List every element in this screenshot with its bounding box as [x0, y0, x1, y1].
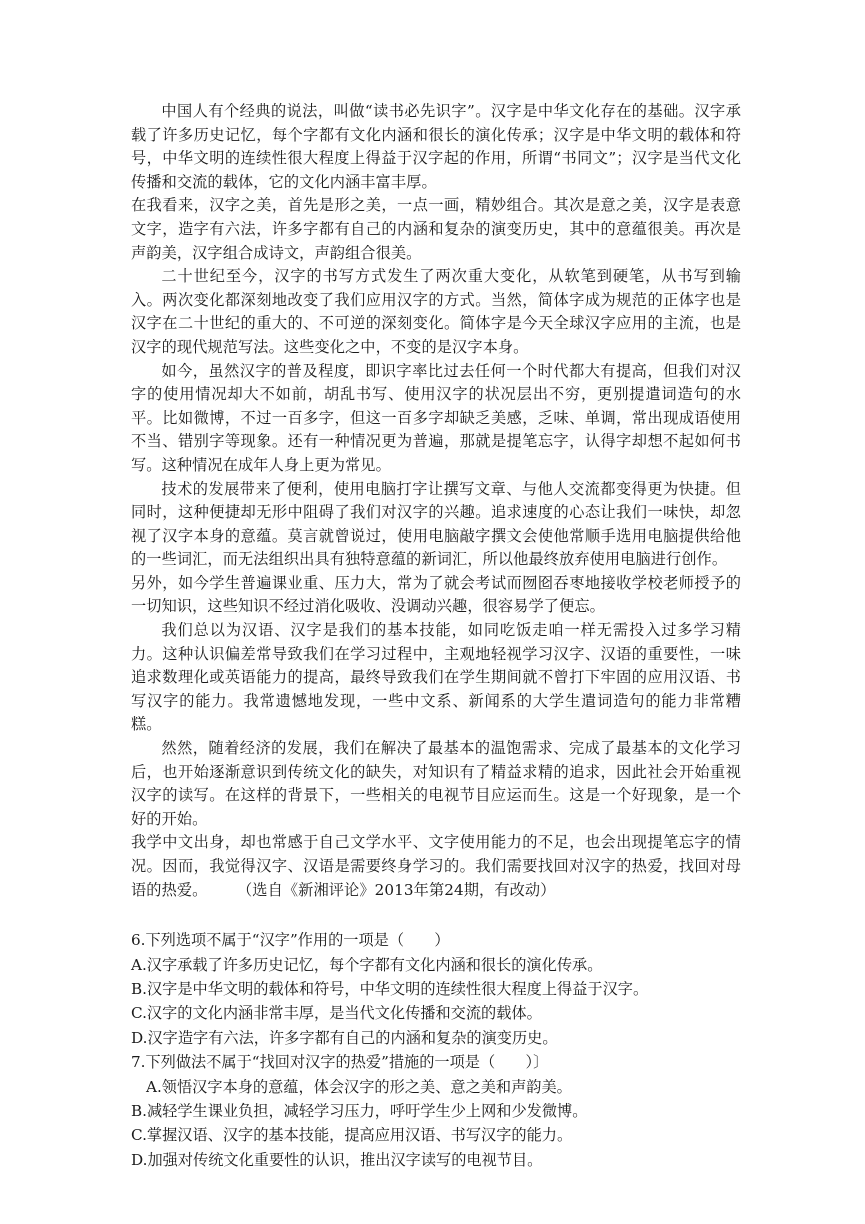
source-citation-text: （选自《新湘评论》2013年第24期，有改动） [237, 880, 556, 899]
passage-paragraph-7: 我们总以为汉语、汉字是我们的基本技能，如同吃饭走咱一样无需投入过多学习精力。这种认识偏差常导致我们在学习过程中，主观地轻视学习汉字、汉语的重要性，一味追求数理化或英语能力的提高，最终导致我们在学生期间就不曾打下牢固的应用汉语、书写汉字的能力。我常遗憾地发现，一些中文系、新闻系的大学生遣词造句的能力非常糟糕。 [131, 621, 741, 734]
question-6-option-c: C.汉字的文化内涵非常丰厚，是当代文化传播和交流的载体。 [131, 1004, 542, 1023]
passage-paragraph-4: 如今，虽然汉字的普及程度，即识字率比过去任何一个时代都大有提高，但我们对汉字的使用情况却大不如前，胡乱书写、使用汉字的状况层出不穷，更别提遣词造句的水平。比如微博，不过一百多字，但这一百多字却缺乏美感，乏味、单调，常出现成语使用不当、错别字等现象。还有一种情况更为普遍，那就是提笔忘字，认得字却想不起如何书写。这种情况在成年人身上更为常见。 [131, 361, 741, 474]
passage-paragraph-9-text: 我学中文出身，却也常感于自己文学水平、文字使用能力的不足，也会出现提笔忘字的情况。因而，我觉得汉字、汉语是需要终身学习的。我们需要找回对汉字的热爱，找回对母语的热爱。 [131, 833, 741, 899]
passage-paragraph-5: 技术的发展带来了便利，使用电脑打字让撰写文章、与他人交流都变得更为快捷。但同时，这种便捷却无形中阻碍了我们对汉字的兴趣。追求速度的心态让我们一味快，却忽视了汉字本身的意蕴。莫言就曾说过，使用电脑敲字撰文会使他常顺手选用电脑提供给他的一些词汇，而无法组织出具有独特意蕴的新词汇，所以他最终放弃使用电脑进行创作。 [131, 479, 741, 569]
source-citation [207, 881, 555, 899]
document-page [131, 100, 741, 1172]
reading-passage [131, 100, 741, 902]
question-6-option-b: B.汉字是中华文明的载体和符号，中华文明的连续性很大程度上得益于汉字。 [131, 980, 649, 998]
question-7-option-c: C.掌握汉语、汉字的基本技能，提高应用汉语、书写汉字的能力。 [131, 1126, 573, 1145]
question-6 [131, 928, 741, 1050]
question-6-stem: 6.下列选项不属于“汉字”作用的一项是（ ） [131, 931, 450, 950]
passage-paragraph-8: 然然，随着经济的发展，我们在解决了最基本的温饱需求、完成了最基本的文化学习后，也开始逐渐意识到传统文化的缺失，对知识有了精益求精的追求，因此社会开始重视汉字的读写。在这样的背景下，一些相关的电视节目应运而生。这是一个好现象，是一个好的开始。 [131, 739, 741, 828]
passage-paragraph-1: 中国人有个经典的说法，叫做“读书必先识字”。汉字是中华文化存在的基础。汉字承载了许多历史记忆，每个字都有文化内涵和很长的演化传承；汉字是中华文明的载体和符号，中华文明的连续性很大程度上得益于汉字起的作用，所谓“书同文”；汉字是当代文化传播和交流的载体，它的文化内涵丰富丰厚。 [131, 102, 741, 191]
passage-paragraph-3: 二十世纪至今，汉字的书写方式发生了两次重大变化，从软笔到硬笔，从书写到输入。两次变化都深刻地改变了我们应用汉字的方式。当然，简体字成为规范的正体字也是汉字在二十世纪的重大的、不可逆的深刻变化。简体字是今天全球汉字应用的主流，也是汉字的现代规范写法。这些变化之中，不变的是汉字本身。 [131, 267, 741, 356]
question-6-option-a: A.汉字承载了许多历史记忆，每个字都有文化内涵和很长的演化传承。 [131, 955, 603, 974]
passage-paragraph-2: 在我看来，汉字之美，首先是形之美，一点一画，精妙组合。其次是意之美，汉字是表意文字，造字有六法，许多字都有自己的内涵和复杂的演变历史，其中的意蕴很美。再次是声韵美，汉字组合成诗文，声韵组合很美。 [131, 196, 741, 262]
question-7-option-a: A.领悟汉字本身的意蕴，体会汉字的形之美、意之美和声韵美。 [146, 1077, 572, 1096]
passage-paragraph-9 [131, 831, 741, 902]
question-7-option-d: D.加强对传统文化重要性的认识，推出汉字读写的电视节目。 [131, 1150, 543, 1169]
passage-paragraph-6: 另外，如今学生普遍课业重、压力大，常为了就会考试而囫囵吞枣地接收学校老师授予的一切知识，这些知识不经过消化吸收、没调动兴趣，很容易学了便忘。 [131, 573, 741, 616]
section-spacer [131, 902, 741, 928]
question-7-option-b: B.减轻学生课业负担，减轻学习压力，呼吁学生少上网和少发微博。 [131, 1102, 588, 1121]
question-6-option-d: D.汉字造字有六法，许多字都有自己的内涵和复杂的演变历史。 [131, 1028, 558, 1047]
question-7 [131, 1050, 741, 1172]
question-7-stem: 7.下列做法不属于“找回对汉字的热爱”措施的一项是（ ）〕 [131, 1053, 549, 1072]
